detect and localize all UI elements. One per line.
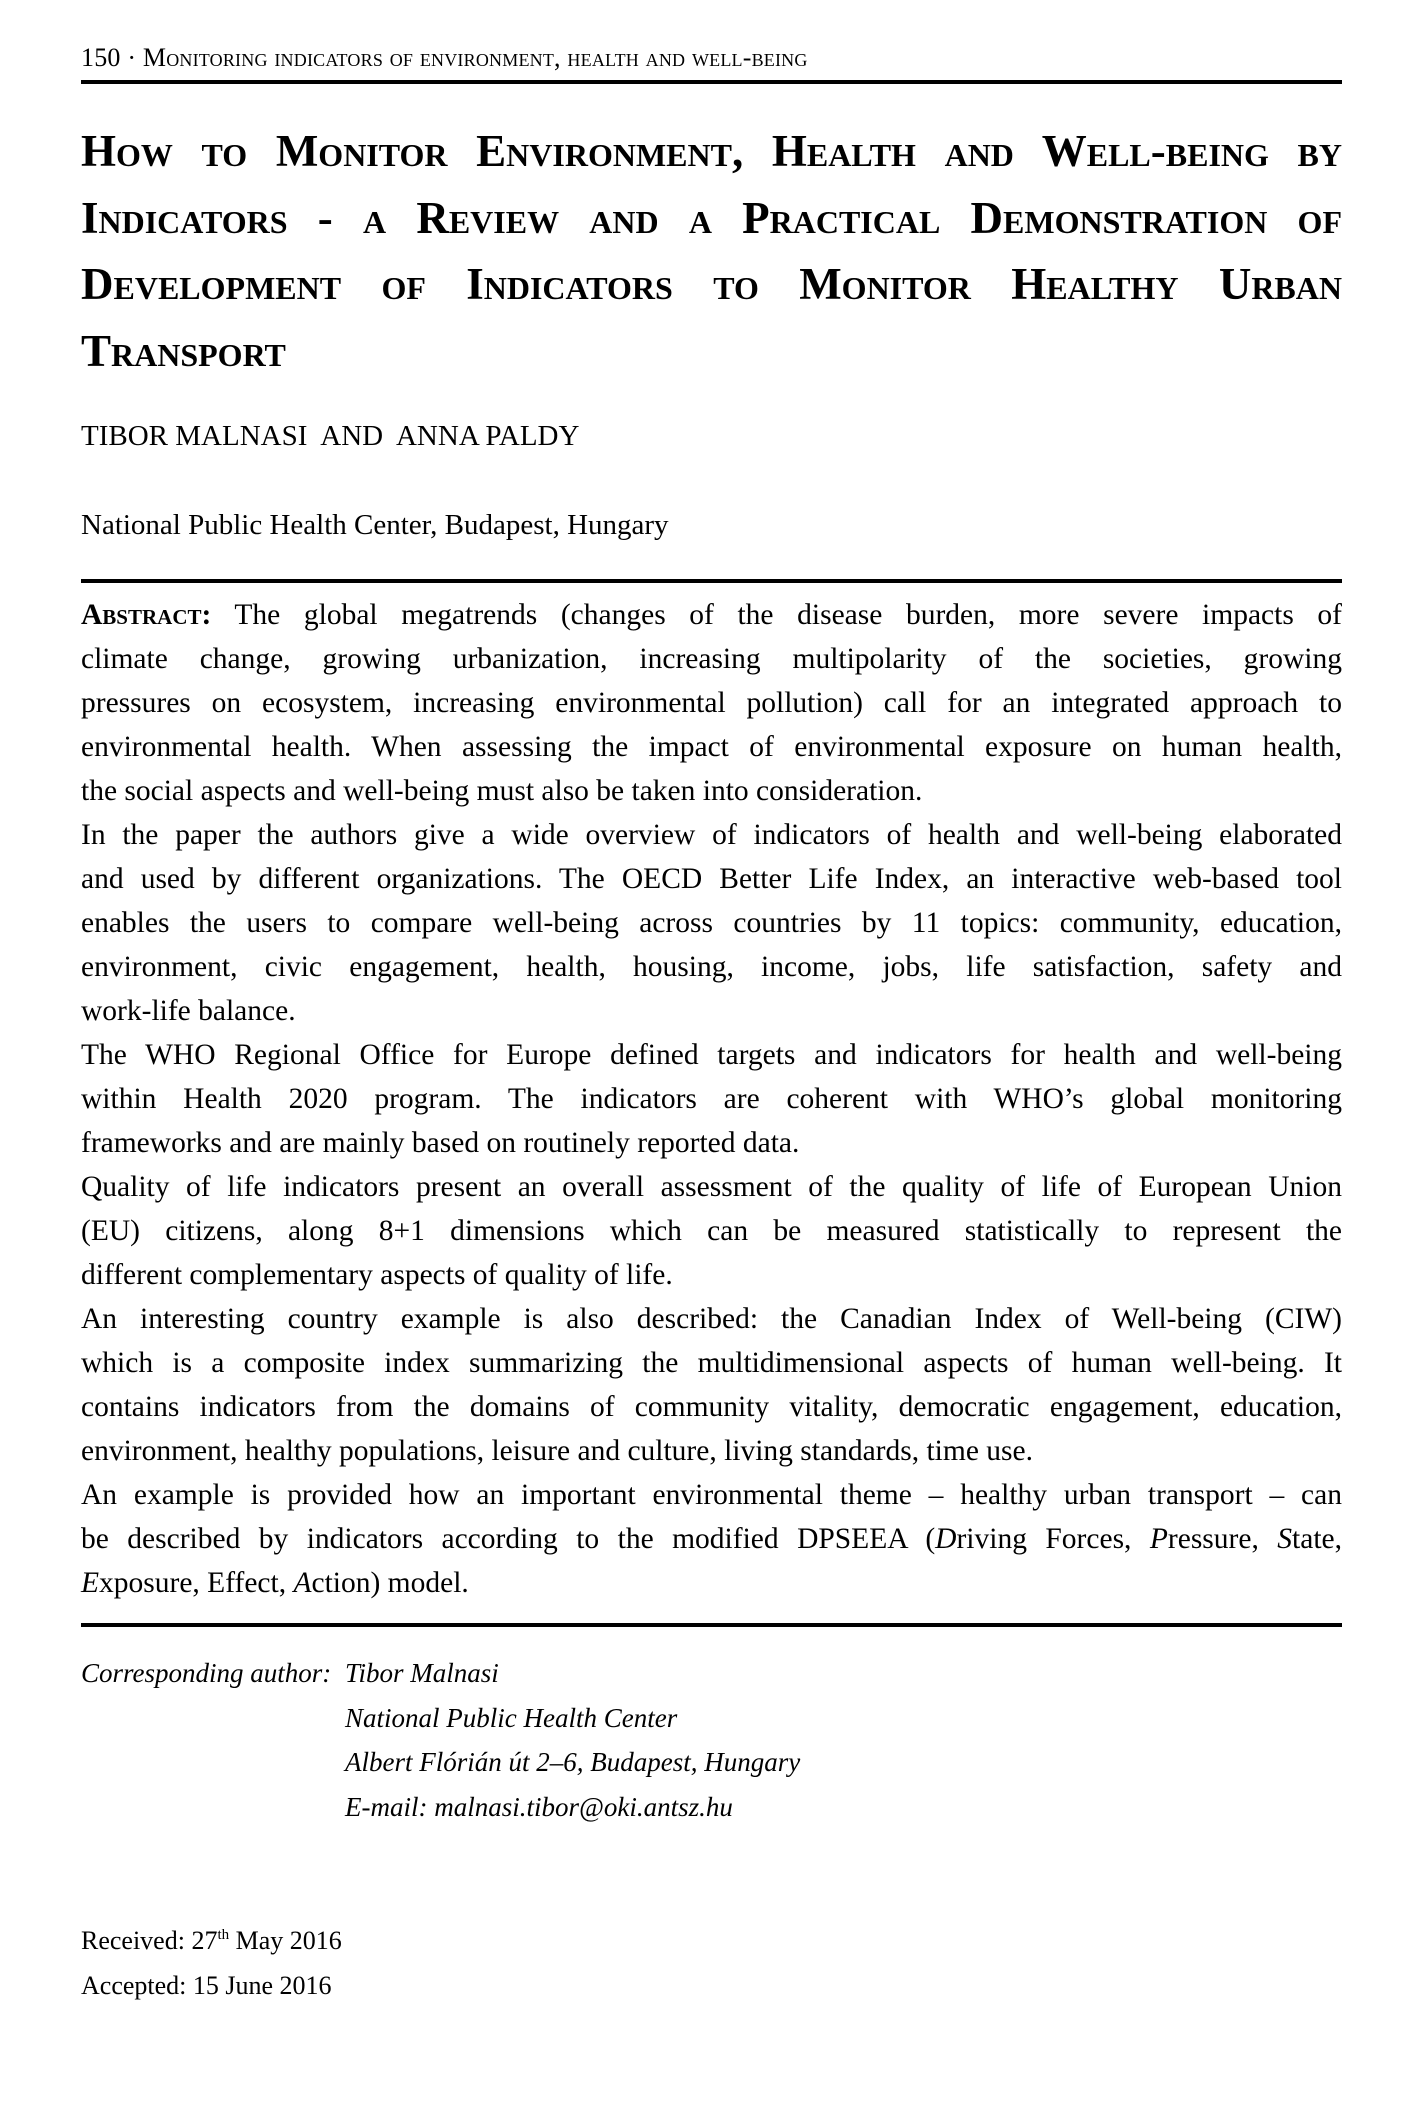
abstract-line: environment, civic engagement, health, housing, income, jobs, life satisfaction, safety and <box>81 951 1342 983</box>
ordinal-suffix: th <box>217 1927 230 1943</box>
abstract-text: The global megatrends (changes of the disease burden, more severe impacts of <box>211 599 1342 631</box>
abstract-top-rule <box>81 579 1342 583</box>
corr-row <box>81 1696 800 1741</box>
corresponding-author <box>81 1651 800 1829</box>
page-number: 150 <box>81 43 121 72</box>
text-run: be described by indicators according to the modified DPSEEA ( <box>81 1523 936 1555</box>
abstract-line: which is a composite index summarizing the multidimensional aspects of human well-being. It <box>81 1347 1342 1379</box>
corr-label: Corresponding author: <box>81 1658 332 1688</box>
italic-initial: D <box>935 1523 957 1555</box>
received-label: Received: <box>81 1926 192 1955</box>
abstract-line: enables the users to compare well-being across countries by 11 topics: community, education, <box>81 907 1342 939</box>
abstract-line: different complementary aspects of quality of life. <box>81 1259 673 1291</box>
header-rule <box>81 80 1342 84</box>
italic-initial: P <box>1149 1523 1168 1555</box>
corr-institution: National Public Health Center <box>345 1702 678 1733</box>
running-head-separator: · <box>127 43 137 72</box>
abstract-line: contains indicators from the domains of community vitality, democratic engagement, education, <box>81 1391 1342 1423</box>
italic-initial: S <box>1277 1523 1293 1555</box>
abstract-line: An example is provided how an important environmental theme – healthy urban transport – can <box>81 1479 1342 1511</box>
text-run: riving Forces, <box>956 1523 1150 1555</box>
running-head-text: Monitoring indicators of environment, health and well-being <box>142 43 808 72</box>
article-title <box>81 118 1342 384</box>
italic-initial: E <box>81 1567 100 1599</box>
corr-name: Tibor Malnasi <box>345 1658 499 1688</box>
abstract-line <box>81 1561 1342 1605</box>
accepted-date: Accepted: 15 June 2016 <box>81 1971 332 2000</box>
abstract-line: (EU) citizens, along 8+1 dimensions which can be measured statistically to represent the <box>81 1215 1342 1247</box>
abstract-line: environment, healthy populations, leisure and culture, living standards, time use. <box>81 1435 1033 1467</box>
abstract <box>81 593 1342 1605</box>
dates <box>81 1918 342 2008</box>
corr-address: Albert Flórián út 2–6, Budapest, Hungary <box>345 1747 801 1777</box>
abstract-label: Abstract: <box>81 599 212 631</box>
affiliation: National Public Health Center, Budapest, Hungary <box>81 509 669 541</box>
title-line: How to Monitor Environment, Health and Well-being by <box>81 126 1342 176</box>
title-line: Indicators - a Review and a Practical Demonstration of <box>81 192 1342 243</box>
abstract-line: pressures on ecosystem, increasing environmental pollution) call for an integrated approach to <box>81 687 1342 719</box>
corr-row <box>81 1740 800 1785</box>
received-rest: May 2016 <box>229 1926 342 1955</box>
abstract-line: and used by different organizations. The OECD Better Life Index, an interactive web-based tool <box>81 863 1342 895</box>
text-run: tate, <box>1292 1523 1342 1555</box>
abstract-bottom-rule <box>81 1623 1342 1627</box>
text-run: xposure, Effect, <box>99 1567 294 1599</box>
italic-initial: A <box>293 1567 312 1599</box>
corr-row <box>81 1785 800 1830</box>
abstract-line: work-life balance. <box>81 995 296 1027</box>
abstract-line: Quality of life indicators present an overall assessment of the quality of life of European Union <box>81 1171 1342 1203</box>
text-run: ressure, <box>1167 1523 1278 1555</box>
title-line: Transport <box>81 325 286 376</box>
abstract-line: frameworks and are mainly based on routinely reported data. <box>81 1127 800 1159</box>
running-head <box>81 40 808 76</box>
abstract-line: In the paper the authors give a wide overview of indicators of health and well-being elaborated <box>81 819 1342 851</box>
corr-row <box>81 1651 800 1696</box>
abstract-line: The WHO Regional Office for Europe defined targets and indicators for health and well-being <box>81 1039 1342 1071</box>
abstract-line: climate change, growing urbanization, increasing multipolarity of the societies, growing <box>81 643 1342 675</box>
abstract-line: the social aspects and well-being must also be taken into consideration. <box>81 775 923 807</box>
corr-email[interactable]: E-mail: malnasi.tibor@oki.antsz.hu <box>345 1791 733 1822</box>
text-run: ction) model. <box>311 1567 469 1599</box>
authors: TIBOR MALNASI AND ANNA PALDY <box>81 420 580 452</box>
abstract-line <box>81 1517 1342 1561</box>
received-day: 27 <box>191 1926 218 1955</box>
received-date <box>81 1918 342 1963</box>
abstract-line: within Health 2020 program. The indicators are coherent with WHO’s global monitoring <box>81 1083 1342 1115</box>
abstract-line: An interesting country example is also described: the Canadian Index of Well-being (CIW) <box>81 1303 1342 1335</box>
abstract-line <box>81 593 1342 637</box>
title-line: Development of Indicators to Monitor Healthy Urban <box>81 259 1342 309</box>
abstract-line: environmental health. When assessing the impact of environmental exposure on human health, <box>81 731 1342 763</box>
